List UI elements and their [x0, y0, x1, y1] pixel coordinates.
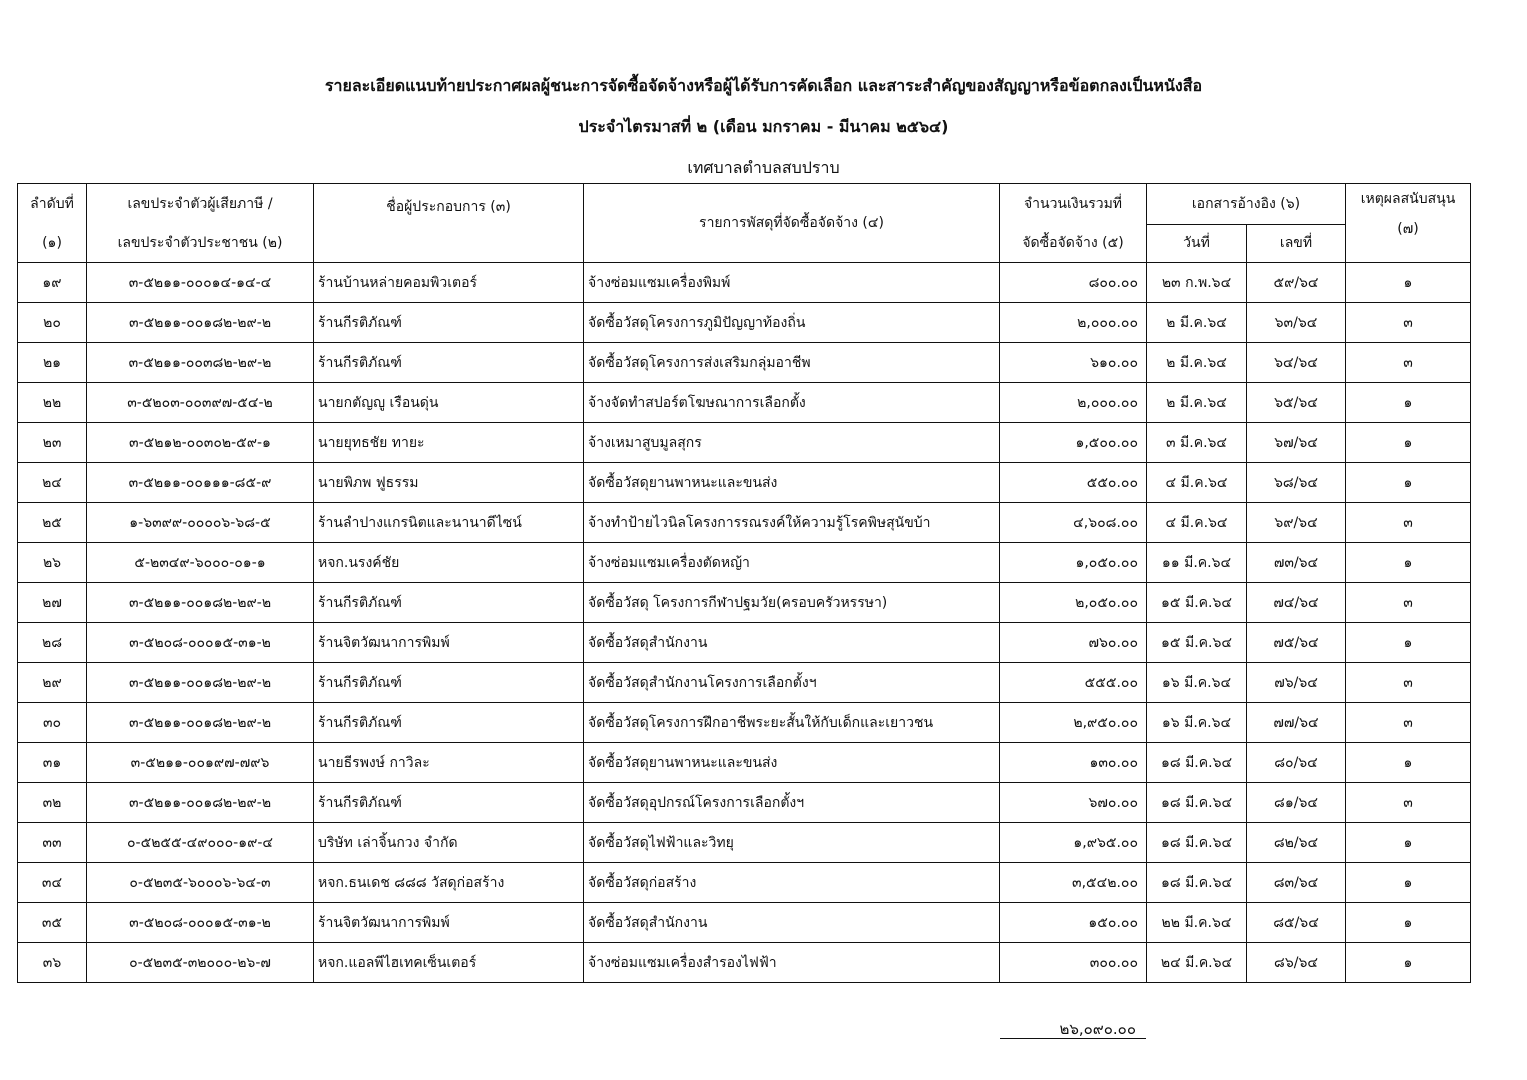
- header-amount-line2: จัดซื้อจัดจ้าง (๕): [1022, 234, 1124, 251]
- header-reason-index: (๗): [1397, 221, 1419, 237]
- header-amount: [1000, 184, 1147, 263]
- row-ref-no: ๗๗/๖๔: [1247, 703, 1346, 743]
- row-vendor-name: ร้านบ้านหล่ายคอมพิวเตอร์: [314, 263, 584, 303]
- table-row: [18, 823, 1471, 863]
- table-row: [18, 703, 1471, 743]
- row-date: ๑๘ มี.ค.๖๔: [1147, 783, 1247, 823]
- header-date: วันที่: [1147, 224, 1247, 263]
- row-date: ๒๓ ก.พ.๖๔: [1147, 263, 1247, 303]
- row-number: ๓๑: [18, 743, 87, 783]
- row-vendor-name: นายยุทธชัย ทายะ: [314, 423, 584, 463]
- row-number: ๒๕: [18, 503, 87, 543]
- row-ref-no: ๖๗/๖๔: [1247, 423, 1346, 463]
- header-reason-line1: เหตุผลสนับสนุน: [1360, 191, 1456, 207]
- row-vendor-name: หจก.ธนเดช ๘๘๘ วัสดุก่อสร้าง: [314, 863, 584, 903]
- row-number: ๓๒: [18, 783, 87, 823]
- row-ref-no: ๘๐/๖๔: [1247, 743, 1346, 783]
- row-item: จัดซื้อวัสดุยานพาหนะและขนส่ง: [584, 743, 1000, 783]
- row-vendor-name: นายกตัญญู เรือนดุ่น: [314, 383, 584, 423]
- row-number: ๒๐: [18, 303, 87, 343]
- row-ref-no: ๗๕/๖๔: [1247, 623, 1346, 663]
- row-amount: ๓,๕๔๒.๐๐: [1000, 863, 1147, 903]
- row-date: ๑๕ มี.ค.๖๔: [1147, 583, 1247, 623]
- row-vendor-name: ร้านกีรติภัณฑ์: [314, 783, 584, 823]
- row-date: ๑๖ มี.ค.๖๔: [1147, 703, 1247, 743]
- row-reason: ๑: [1346, 383, 1471, 423]
- row-reason: ๑: [1346, 463, 1471, 503]
- row-amount: ๕๕๕.๐๐: [1000, 663, 1147, 703]
- row-tax-id: ๓-๕๒๐๘-๐๐๐๑๕-๓๑-๒: [87, 623, 314, 663]
- row-vendor-name: นายธีรพงษ์ กาวิละ: [314, 743, 584, 783]
- row-number: ๓๓: [18, 823, 87, 863]
- row-ref-no: ๖๙/๖๔: [1247, 503, 1346, 543]
- row-tax-id: ๓-๕๒๑๑-๐๐๑๑๑-๘๕-๙: [87, 463, 314, 503]
- total-underline: [1000, 1038, 1146, 1039]
- row-number: ๓๐: [18, 703, 87, 743]
- row-item: จัดซื้อวัสดุโครงการภูมิปัญญาท้องถิ่น: [584, 303, 1000, 343]
- row-item: จ้างทำป้ายไวนิลโครงการรณรงค์ให้ความรู้โรคพิษสุนัขบ้า: [584, 503, 1000, 543]
- table-row: [18, 943, 1471, 983]
- table-row: [18, 303, 1471, 343]
- header-no-label: ลำดับที่: [30, 195, 74, 212]
- row-amount: ๖๗๐.๐๐: [1000, 783, 1147, 823]
- row-ref-no: ๘๖/๖๔: [1247, 943, 1346, 983]
- row-tax-id: ๓-๕๒๑๑-๐๐๓๘๒-๒๙-๒: [87, 343, 314, 383]
- row-tax-id: ๓-๕๒๐๓-๐๐๓๙๗-๕๔-๒: [87, 383, 314, 423]
- row-ref-no: ๗๔/๖๔: [1247, 583, 1346, 623]
- table-row: [18, 903, 1471, 943]
- row-tax-id: ๓-๕๒๐๘-๐๐๐๑๕-๓๑-๒: [87, 903, 314, 943]
- row-reason: ๑: [1346, 263, 1471, 303]
- header-tax-id: [87, 184, 314, 263]
- row-ref-no: ๗๓/๖๔: [1247, 543, 1346, 583]
- table-row: [18, 503, 1471, 543]
- row-reason: ๑: [1346, 423, 1471, 463]
- row-ref-no: ๖๘/๖๔: [1247, 463, 1346, 503]
- row-amount: ๒,๐๕๐.๐๐: [1000, 583, 1147, 623]
- row-number: ๒๔: [18, 463, 87, 503]
- row-item: จัดซื้อวัสดุอุปกรณ์โครงการเลือกตั้งฯ: [584, 783, 1000, 823]
- row-item: จ้างเหมาสูบมูลสุกร: [584, 423, 1000, 463]
- table-row: [18, 543, 1471, 583]
- header-no: [18, 184, 87, 263]
- row-amount: ๒,๐๐๐.๐๐: [1000, 303, 1147, 343]
- row-reason: ๓: [1346, 303, 1471, 343]
- row-amount: ๑,๙๖๕.๐๐: [1000, 823, 1147, 863]
- row-date: ๔ มี.ค.๖๔: [1147, 463, 1247, 503]
- table-row: [18, 583, 1471, 623]
- row-number: ๓๖: [18, 943, 87, 983]
- row-ref-no: ๖๕/๖๔: [1247, 383, 1346, 423]
- row-tax-id: ๓-๕๒๑๒-๐๐๓๐๒-๕๙-๑: [87, 423, 314, 463]
- row-vendor-name: บริษัท เล่าจิ้นกวง จำกัด: [314, 823, 584, 863]
- header-amount-line1: จำนวนเงินรวมที่: [1023, 195, 1123, 212]
- row-amount: ๑๓๐.๐๐: [1000, 743, 1147, 783]
- row-reason: ๑: [1346, 863, 1471, 903]
- document-subtitle-organization: เทศบาลตำบลสบปราบ: [687, 158, 840, 177]
- row-tax-id: ๕-๒๓๔๙-๖๐๐๐-๐๑-๑: [87, 543, 314, 583]
- row-amount: ๔,๖๐๘.๐๐: [1000, 503, 1147, 543]
- header-reference-doc: เอกสารอ้างอิง (๖): [1147, 184, 1346, 225]
- row-item: จัดซื้อวัสดุก่อสร้าง: [584, 863, 1000, 903]
- row-date: ๑๘ มี.ค.๖๔: [1147, 823, 1247, 863]
- row-date: ๑๘ มี.ค.๖๔: [1147, 863, 1247, 903]
- row-reason: ๑: [1346, 743, 1471, 783]
- header-tax-id-line2: เลขประจำตัวประชาชน (๒): [117, 234, 283, 251]
- row-tax-id: ๓-๕๒๑๑-๐๐๑๘๒-๒๙-๒: [87, 703, 314, 743]
- row-number: ๒๖: [18, 543, 87, 583]
- row-item: จัดซื้อวัสดุสำนักงานโครงการเลือกตั้งฯ: [584, 663, 1000, 703]
- row-date: ๑๑ มี.ค.๖๔: [1147, 543, 1247, 583]
- row-item: จ้างซ่อมแซมเครื่องสำรองไฟฟ้า: [584, 943, 1000, 983]
- row-ref-no: ๖๔/๖๔: [1247, 343, 1346, 383]
- row-vendor-name: ร้านกีรติภัณฑ์: [314, 343, 584, 383]
- row-reason: ๓: [1346, 703, 1471, 743]
- header-tax-id-line1: เลขประจำตัวผู้เสียภาษี /: [127, 195, 273, 212]
- row-vendor-name: ร้านกีรติภัณฑ์: [314, 663, 584, 703]
- header-item: รายการพัสดุที่จัดซื้อจัดจ้าง (๔): [584, 184, 1000, 263]
- row-tax-id: ๓-๕๒๑๑-๐๐๐๑๔-๑๔-๔: [87, 263, 314, 303]
- row-tax-id: ๓-๕๒๑๑-๐๐๑๘๒-๒๙-๒: [87, 583, 314, 623]
- row-date: ๒ มี.ค.๖๔: [1147, 383, 1247, 423]
- row-date: ๑๕ มี.ค.๖๔: [1147, 623, 1247, 663]
- table-row: [18, 263, 1471, 303]
- row-tax-id: ๐-๕๒๓๕-๖๐๐๐๖-๖๔-๓: [87, 863, 314, 903]
- row-date: ๑๖ มี.ค.๖๔: [1147, 663, 1247, 703]
- row-number: ๓๔: [18, 863, 87, 903]
- row-tax-id: ๓-๕๒๑๑-๐๐๑๙๗-๗๙๖: [87, 743, 314, 783]
- row-amount: ๖๑๐.๐๐: [1000, 343, 1147, 383]
- row-item: จัดซื้อวัสดุโครงการส่งเสริมกลุ่มอาชีพ: [584, 343, 1000, 383]
- row-reason: ๓: [1346, 583, 1471, 623]
- row-amount: ๒,๙๕๐.๐๐: [1000, 703, 1147, 743]
- row-item: จัดซื้อวัสดุไฟฟ้าและวิทยุ: [584, 823, 1000, 863]
- row-date: ๒ มี.ค.๖๔: [1147, 303, 1247, 343]
- row-date: ๓ มี.ค.๖๔: [1147, 423, 1247, 463]
- row-tax-id: ๐-๕๒๓๕-๓๒๐๐๐-๒๖-๗: [87, 943, 314, 983]
- row-item: จ้างซ่อมแซมเครื่องตัดหญ้า: [584, 543, 1000, 583]
- row-item: จ้างซ่อมแซมเครื่องพิมพ์: [584, 263, 1000, 303]
- table-row: [18, 383, 1471, 423]
- row-number: ๒๙: [18, 663, 87, 703]
- row-ref-no: ๘๕/๖๔: [1247, 903, 1346, 943]
- row-item: จ้างจัดทำสปอร์ตโฆษณาการเลือกตั้ง: [584, 383, 1000, 423]
- row-reason: ๓: [1346, 503, 1471, 543]
- table-row: [18, 623, 1471, 663]
- table-row: [18, 663, 1471, 703]
- header-vendor-name: ชื่อผู้ประกอบการ (๓): [314, 184, 584, 263]
- row-vendor-name: ร้านจิตวัฒนาการพิมพ์: [314, 903, 584, 943]
- row-amount: ๓๐๐.๐๐: [1000, 943, 1147, 983]
- header-no-index: (๑): [42, 234, 62, 251]
- table-row: [18, 463, 1471, 503]
- total-amount: ๒๖,๐๙๐.๐๐: [1059, 1020, 1136, 1038]
- row-amount: ๑๕๐.๐๐: [1000, 903, 1147, 943]
- row-ref-no: ๖๓/๖๔: [1247, 303, 1346, 343]
- row-item: จัดซื้อวัสดุ โครงการกีฬาปฐมวัย(ครอบครัวหรรษา): [584, 583, 1000, 623]
- row-date: ๑๘ มี.ค.๖๔: [1147, 743, 1247, 783]
- row-item: จัดซื้อวัสดุยานพาหนะและขนส่ง: [584, 463, 1000, 503]
- row-number: ๒๗: [18, 583, 87, 623]
- row-tax-id: ๑-๖๓๙๙-๐๐๐๐๖-๖๘-๕: [87, 503, 314, 543]
- table-row: [18, 423, 1471, 463]
- row-number: ๒๑: [18, 343, 87, 383]
- row-tax-id: ๓-๕๒๑๑-๐๐๑๘๒-๒๙-๒: [87, 783, 314, 823]
- row-number: ๒๘: [18, 623, 87, 663]
- header-reason: [1346, 184, 1471, 263]
- row-amount: ๗๖๐.๐๐: [1000, 623, 1147, 663]
- row-vendor-name: หจก.แอลพีไฮเทคเซ็นเตอร์: [314, 943, 584, 983]
- row-vendor-name: ร้านจิตวัฒนาการพิมพ์: [314, 623, 584, 663]
- row-reason: ๓: [1346, 663, 1471, 703]
- row-tax-id: ๓-๕๒๑๑-๐๐๑๘๒-๒๙-๒: [87, 303, 314, 343]
- header-ref-no: เลขที่: [1247, 224, 1346, 263]
- row-tax-id: ๐-๕๒๕๕-๔๙๐๐๐-๑๙-๔: [87, 823, 314, 863]
- row-reason: ๓: [1346, 343, 1471, 383]
- row-reason: ๓: [1346, 783, 1471, 823]
- row-item: จัดซื้อวัสดุสำนักงาน: [584, 623, 1000, 663]
- row-tax-id: ๓-๕๒๑๑-๐๐๑๘๒-๒๙-๒: [87, 663, 314, 703]
- row-date: ๒๔ มี.ค.๖๔: [1147, 943, 1247, 983]
- row-reason: ๑: [1346, 943, 1471, 983]
- table-row: [18, 743, 1471, 783]
- row-reason: ๑: [1346, 903, 1471, 943]
- procurement-table: [17, 183, 1471, 983]
- row-amount: ๑,๐๕๐.๐๐: [1000, 543, 1147, 583]
- row-date: ๔ มี.ค.๖๔: [1147, 503, 1247, 543]
- row-number: ๒๓: [18, 423, 87, 463]
- row-ref-no: ๘๓/๖๔: [1247, 863, 1346, 903]
- row-vendor-name: ร้านลำปางแกรนิตและนานาดีไซน์: [314, 503, 584, 543]
- row-amount: ๑,๕๐๐.๐๐: [1000, 423, 1147, 463]
- row-ref-no: ๗๖/๖๔: [1247, 663, 1346, 703]
- row-vendor-name: หจก.นรงค์ชัย: [314, 543, 584, 583]
- row-date: ๒ มี.ค.๖๔: [1147, 343, 1247, 383]
- row-vendor-name: ร้านกีรติภัณฑ์: [314, 583, 584, 623]
- row-number: ๓๕: [18, 903, 87, 943]
- row-reason: ๑: [1346, 823, 1471, 863]
- row-number: ๒๒: [18, 383, 87, 423]
- row-item: จัดซื้อวัสดุสำนักงาน: [584, 903, 1000, 943]
- row-number: ๑๙: [18, 263, 87, 303]
- row-item: จัดซื้อวัสดุโครงการฝึกอาชีพระยะสั้นให้กับเด็กและเยาวชน: [584, 703, 1000, 743]
- row-amount: ๒,๐๐๐.๐๐: [1000, 383, 1147, 423]
- row-ref-no: ๘๑/๖๔: [1247, 783, 1346, 823]
- row-reason: ๑: [1346, 543, 1471, 583]
- row-reason: ๑: [1346, 623, 1471, 663]
- document-subtitle-quarter: ประจำไตรมาสที่ ๒ (เดือน มกราคม - มีนาคม ๒๕๖๔): [578, 117, 949, 136]
- row-vendor-name: ร้านกีรติภัณฑ์: [314, 703, 584, 743]
- row-amount: ๘๐๐.๐๐: [1000, 263, 1147, 303]
- row-ref-no: ๘๒/๖๔: [1247, 823, 1346, 863]
- table-row: [18, 343, 1471, 383]
- table-row: [18, 863, 1471, 903]
- document-title: รายละเอียดแนบท้ายประกาศผลผู้ชนะการจัดซื้อจัดจ้างหรือผู้ได้รับการคัดเลือก และสาระสำคัญของสัญญาหรือข้อตกลงเป็นหนังสือ: [324, 76, 1203, 95]
- row-ref-no: ๕๙/๖๔: [1247, 263, 1346, 303]
- row-amount: ๕๕๐.๐๐: [1000, 463, 1147, 503]
- row-vendor-name: ร้านกีรติภัณฑ์: [314, 303, 584, 343]
- table-row: [18, 783, 1471, 823]
- row-date: ๒๒ มี.ค.๖๔: [1147, 903, 1247, 943]
- row-vendor-name: นายพิภพ ฟูธรรม: [314, 463, 584, 503]
